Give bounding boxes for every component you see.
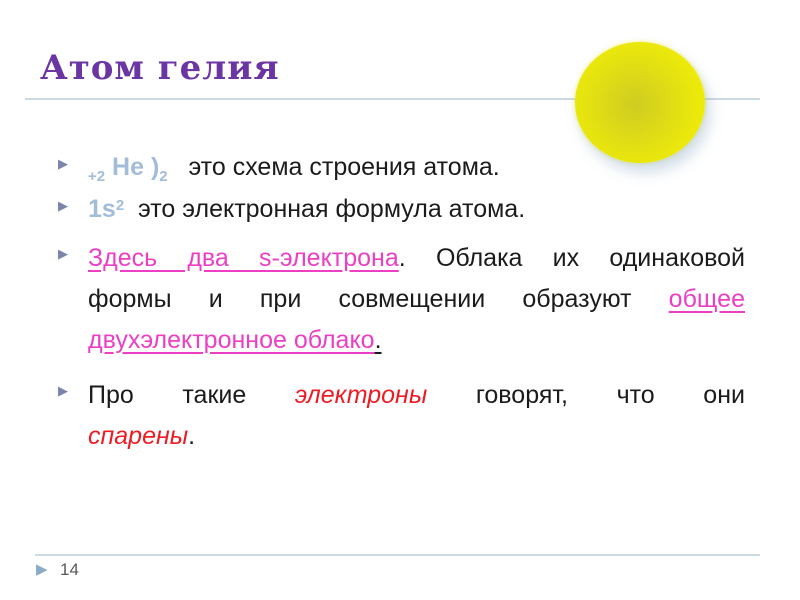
bullet-triangle-icon: ▶ [58,383,68,398]
bullet-text-line [88,148,745,190]
text-segment: двухэлектронное облако [88,326,375,354]
text-segment: 2 [159,167,168,185]
text-segment: это электронная формула атома. [124,195,526,223]
yellow-sphere-decoration [575,42,705,163]
text-segment: формы и при совмещении образуют [88,285,669,313]
text-segment: спарены [88,422,189,450]
text-segment: He ) [105,153,160,181]
bullet-text-line [88,320,745,361]
text-segment: Про такие [88,381,295,409]
text-segment: Облака их одинаковой [435,244,745,272]
page-number: 14 [60,560,79,579]
text-segment: . [374,326,382,354]
text-segment: 2 [115,196,125,214]
bullet-triangle-icon: ▶ [58,246,68,261]
bullet-item [56,190,716,232]
text-segment: 1s [88,195,116,223]
bullet-item [56,148,716,190]
bullet-text-line [88,375,745,416]
bullet-list [56,148,745,457]
bullet-triangle-icon: ▶ [58,198,68,213]
footer-divider-line [35,554,760,556]
bullet-text-line [88,416,745,457]
bullet-triangle-icon: ▶ [58,156,68,171]
text-segment: Здесь два s-электрона [88,244,399,272]
footer-triangle-icon: ▶ [36,561,48,578]
text-segment: . [188,422,196,450]
text-segment: электроны [294,381,428,409]
text-segment: общее [668,285,745,313]
text-segment: . [398,244,436,272]
slide-title: Атом гелия [40,48,280,88]
text-segment: это схема строения атома. [167,153,500,181]
bullet-item [56,375,745,457]
bullet-text-line [88,279,745,320]
bullet-item [56,238,745,361]
bullet-text-line [88,238,745,279]
text-segment: +2 [88,167,106,185]
bullet-text-line [88,190,745,232]
text-segment: говорят, что они [427,381,745,409]
